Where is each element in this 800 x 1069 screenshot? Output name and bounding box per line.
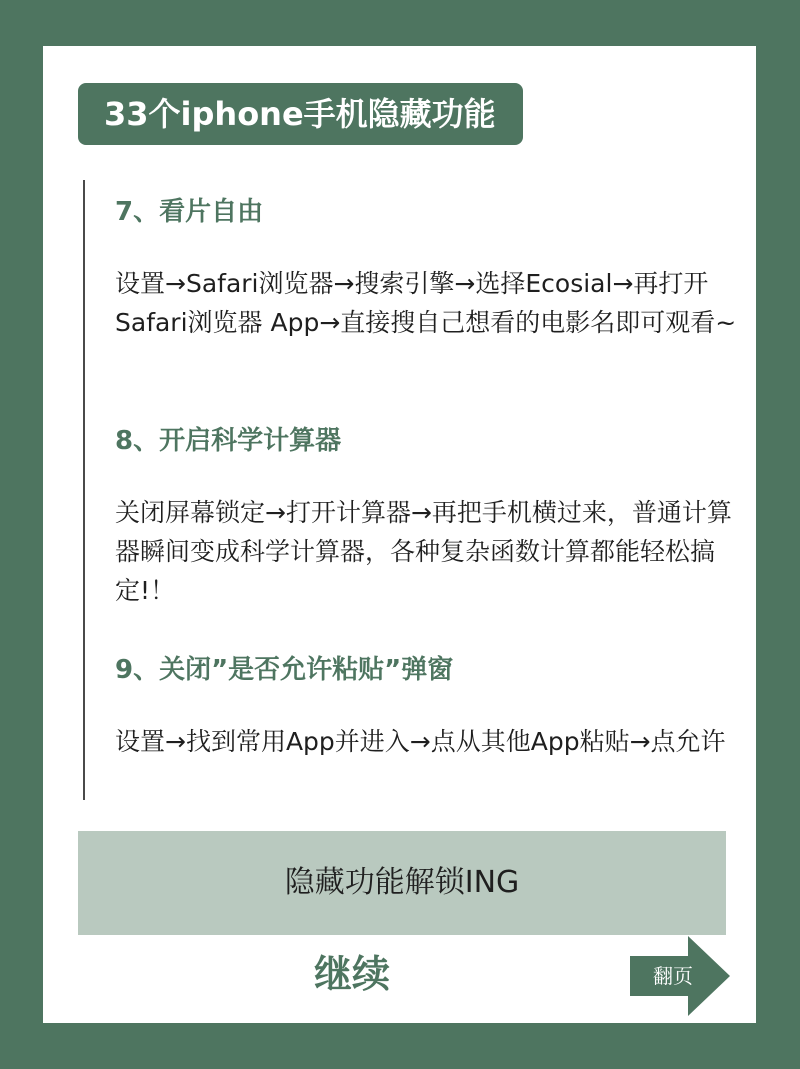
page-turn-button[interactable] [630,936,730,1016]
section-body: 设置→找到常用App并进入→点从其他App粘贴→点允许 [115,727,726,756]
page-title: 33个iphone手机隐藏功能 [78,83,523,145]
section-heading: 7、看片自由 [115,197,264,227]
continue-label: 继续 [313,952,390,996]
section-body: 设置→Safari浏览器→搜索引擎→选择Ecosial→再打开Safari浏览器 App→直接搜自己想看的电影名即可观看~ [115,269,737,337]
section-heading: 8、开启科学计算器 [115,426,342,456]
section-heading: 9、关闭”是否允许粘贴”弹窗 [115,655,454,685]
content-card [43,46,756,1023]
content-area [83,180,743,800]
page-turn-label: 翻页 [653,964,693,988]
section-body: 关闭屏幕锁定→打开计算器→再把手机横过来，普通计算器瞬间变成科学计算器，各种复杂函数计算都能轻松搞定!！ [115,498,732,605]
unlock-banner: 隐藏功能解锁ING [78,831,726,935]
